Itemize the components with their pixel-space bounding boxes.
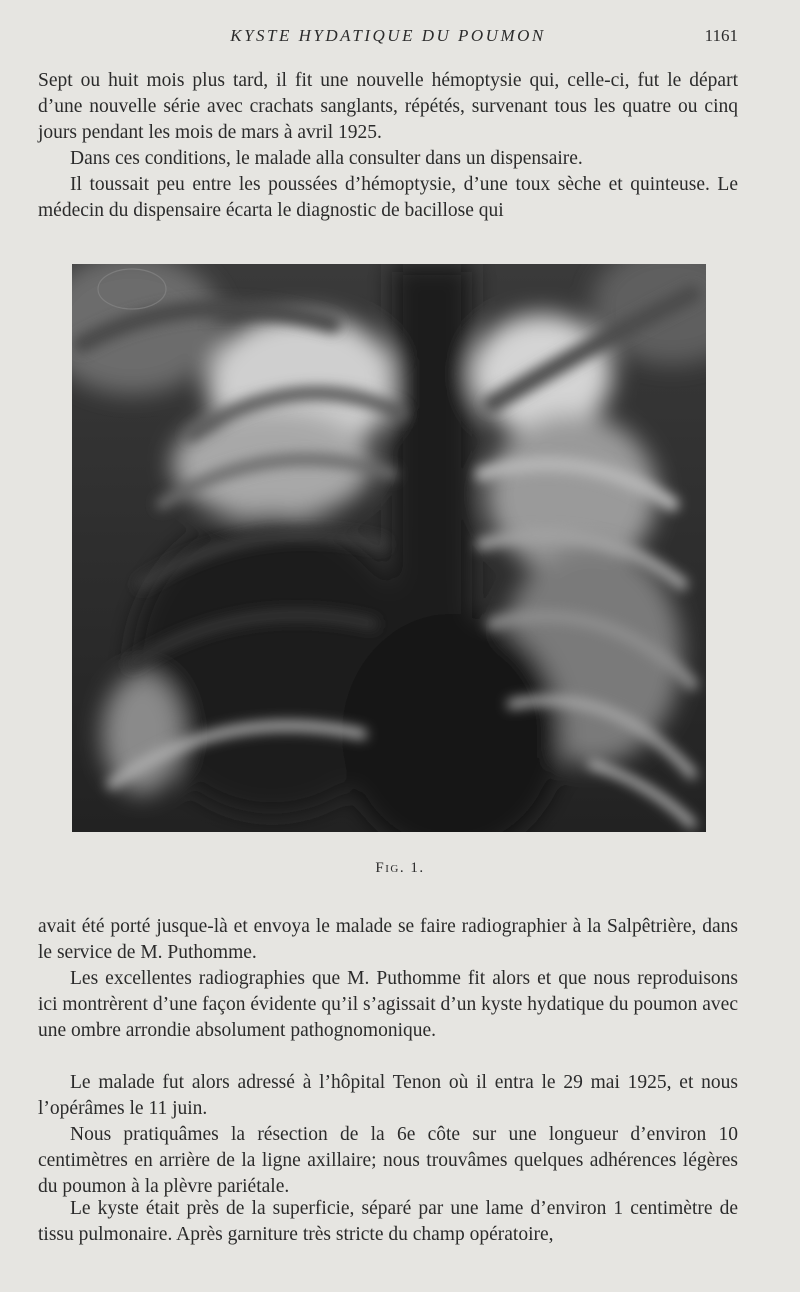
paragraph-hemoptysis: Sept ou huit mois plus tard, il fit une nouvelle hémoptysie qui, celle-ci, fut le départ d’une nouvelle série avec crachats sanglants, répétés, survenant tous les quatre ou cinq jours pendant les mois de mars à avril 1925. — [38, 70, 738, 143]
paragraph-findings: Les excellentes radiographies que M. Puthomme fit alors et que nous reproduisons ici montrèrent d’une façon évidente qu’il s’agissait d’un kyste hydatique du poumon avec une ombre arrondie absolument pathognomonique. — [38, 968, 738, 1041]
paragraph-cyst: Le kyste était près de la superficie, séparé par une lame d’environ 1 centimètre de tissu pulmonaire. Après garniture très stricte du champ opératoire, — [38, 1198, 738, 1245]
paragraph-resection: Nous pratiquâmes la résection de la 6e côte sur une longueur d’environ 10 centimètres en arrière de la ligne axillaire; nous trouvâmes quelques adhérences légères du poumon à la plèvre pariétale. — [38, 1124, 738, 1197]
figure-caption: Fig. 1. — [375, 860, 425, 876]
paragraph-hospital: Le malade fut alors adressé à l’hôpital Tenon où il entra le 29 mai 1925, et nous l’opérâmes le 11 juin. — [38, 1072, 738, 1119]
paragraph-dispensary: Dans ces conditions, le malade alla consulter dans un dispensaire. — [70, 148, 583, 169]
page-header — [38, 26, 738, 52]
running-title: KYSTE HYDATIQUE DU POUMON — [230, 26, 546, 45]
paragraph-radiography: avait été porté jusque-là et envoya le malade se faire radiographier à la Salpêtrière, dans le service de M. Puthomme. — [38, 916, 738, 963]
chest-radiograph — [72, 264, 706, 832]
page-number: 1161 — [704, 26, 738, 45]
paragraph-cough: Il toussait peu entre les poussées d’hémoptysie, d’une toux sèche et quinteuse. Le médecin du dispensaire écarta le diagnostic de bacillose qui — [38, 174, 738, 221]
